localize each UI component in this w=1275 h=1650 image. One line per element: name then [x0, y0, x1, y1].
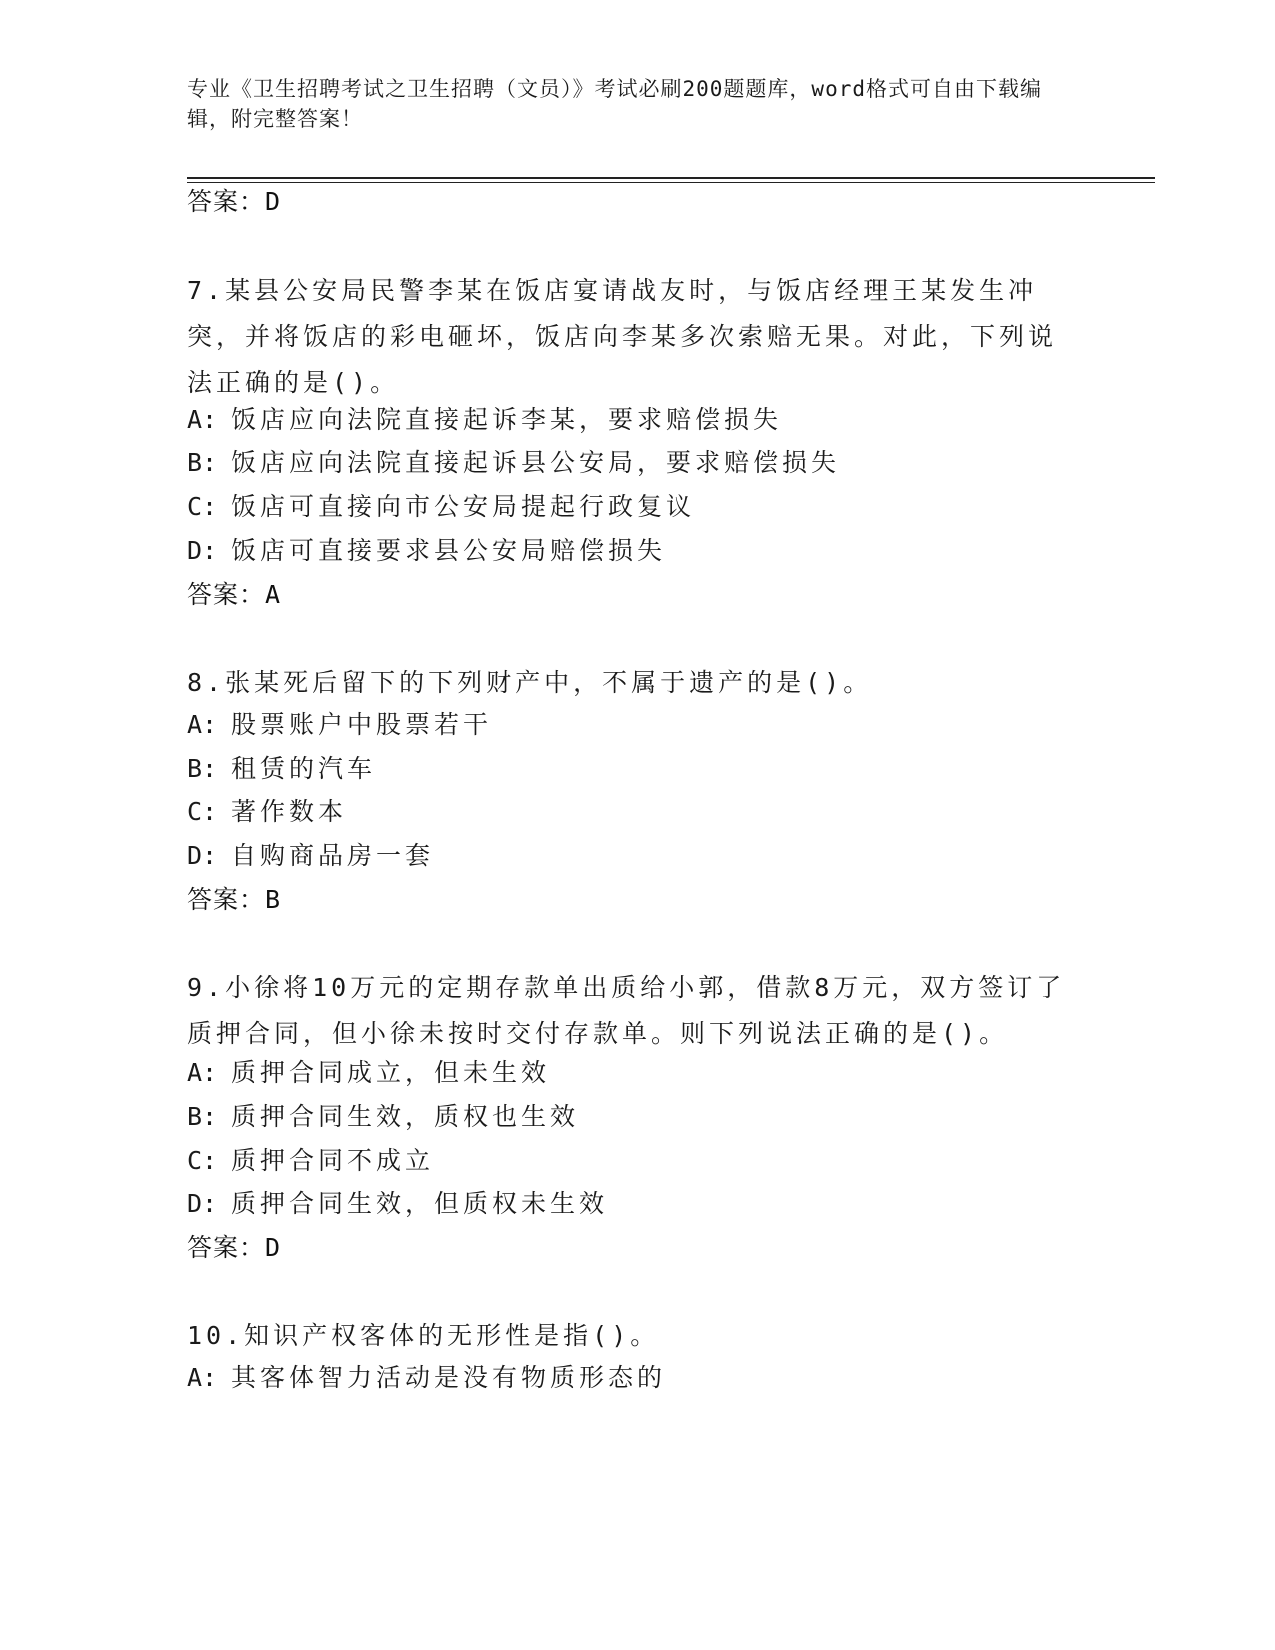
option-text: 股票账户中股票若干: [231, 710, 493, 739]
option-text: 其客体智力活动是没有物质形态的: [231, 1363, 667, 1392]
question-8-option-d: [187, 841, 1067, 871]
option-text: 饭店应向法院直接起诉李某，要求赔偿损失: [231, 405, 783, 434]
option-letter: A:: [187, 405, 218, 434]
question-9-option-b: [187, 1102, 1067, 1132]
question-7-option-c: [187, 492, 1067, 522]
option-text: 饭店可直接向市公安局提起行政复议: [231, 492, 696, 521]
option-text: 自购商品房一套: [231, 841, 435, 870]
question-7-option-a: [187, 405, 1067, 435]
option-letter: B:: [187, 754, 218, 783]
question-8-answer: 答案：B: [187, 885, 282, 914]
header-rule-thin: [187, 182, 1155, 183]
option-text: 租赁的汽车: [231, 754, 377, 783]
option-text: 饭店应向法院直接起诉县公安局，要求赔偿损失: [231, 448, 841, 477]
answer-previous: 答案：D: [187, 187, 282, 216]
question-10-stem: 10.知识产权客体的无形性是指()。: [187, 1321, 660, 1350]
question-7-option-d: [187, 536, 1067, 566]
option-text: 质押合同生效，质权也生效: [231, 1102, 580, 1131]
option-text: 质押合同生效，但质权未生效: [231, 1189, 609, 1218]
option-letter: B:: [187, 448, 218, 477]
question-8-stem: 8.张某死后留下的下列财产中，不属于遗产的是()。: [187, 668, 873, 697]
document-header: 专业《卫生招聘考试之卫生招聘（文员）》考试必刷200题题库，word格式可自由下载编辑，附完整答案！: [187, 77, 1042, 131]
question-9-stem: 9.小徐将10万元的定期存款单出质给小郭，借款8万元，双方签订了质押合同，但小徐未按时交付存款单。则下列说法正确的是()。: [187, 973, 1066, 1048]
option-letter: C:: [187, 1146, 218, 1175]
header-rule-thick: [187, 177, 1155, 179]
question-7-answer: 答案：A: [187, 580, 282, 609]
question-9-option-d: [187, 1189, 1067, 1219]
option-letter: B:: [187, 1102, 218, 1131]
option-text: 饭店可直接要求县公安局赔偿损失: [231, 536, 667, 565]
option-letter: D:: [187, 1189, 218, 1218]
question-10-option-a: [187, 1363, 1067, 1393]
option-letter: A:: [187, 1363, 218, 1392]
option-letter: A:: [187, 1058, 218, 1087]
question-9-option-c: [187, 1146, 1067, 1176]
question-9-option-a: [187, 1058, 1067, 1088]
question-8-option-a: [187, 710, 1067, 740]
option-letter: A:: [187, 710, 218, 739]
question-8-option-b: [187, 754, 1067, 784]
question-7-option-b: [187, 448, 1067, 478]
option-letter: D:: [187, 536, 218, 565]
option-letter: D:: [187, 841, 218, 870]
option-letter: C:: [187, 797, 218, 826]
option-letter: C:: [187, 492, 218, 521]
question-8-option-c: [187, 797, 1067, 827]
question-7-stem: 7.某县公安局民警李某在饭店宴请战友时，与饭店经理王某发生冲突，并将饭店的彩电砸坏，饭店向李某多次索赔无果。对此，下列说法正确的是()。: [187, 276, 1058, 397]
option-text: 质押合同不成立: [231, 1146, 435, 1175]
option-text: 著作数本: [231, 797, 348, 826]
question-9-answer: 答案：D: [187, 1233, 282, 1262]
option-text: 质押合同成立，但未生效: [231, 1058, 551, 1087]
